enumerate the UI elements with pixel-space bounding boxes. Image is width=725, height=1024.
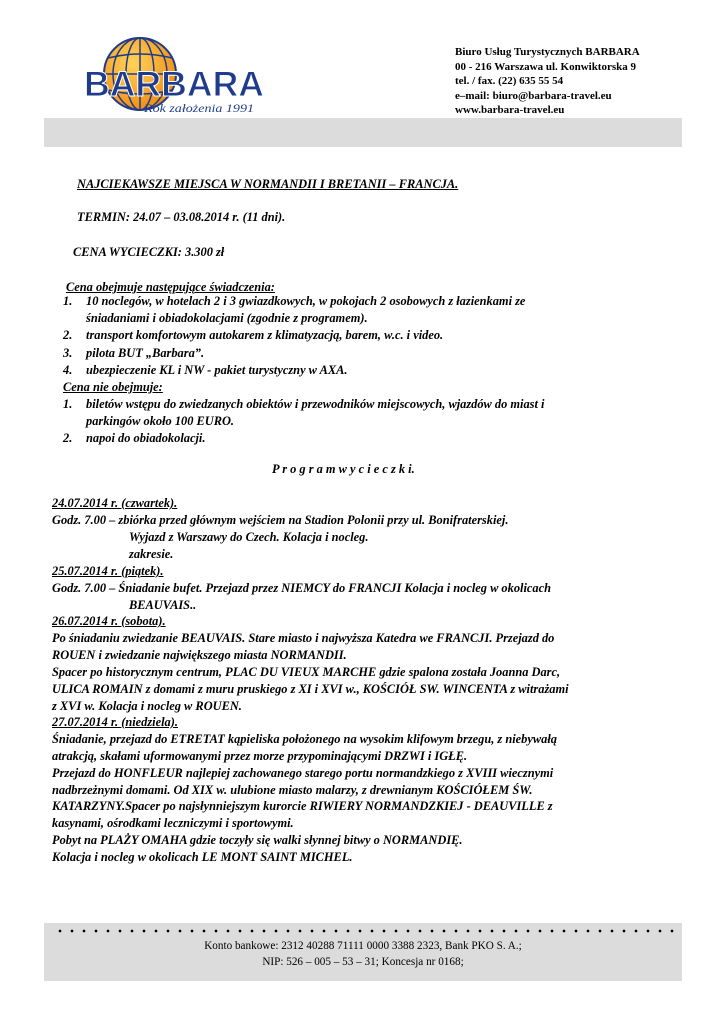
trip-price: CENA WYCIECZKI: 3.300 zł <box>73 245 225 259</box>
day-line: kasynami, ośrodkami leczniczymi i sportowymi. <box>52 816 294 830</box>
day-line: Pobyt na PLAŻY OMAHA gdzie toczyły się walki słynnej bitwy o NORMANDIĘ. <box>52 833 463 847</box>
day-line: nadbrzeżnymi domami. Od XIX w. ulubione miasto malarzy, z drewnianym KOŚCIÓŁEM ŚW. <box>52 783 533 797</box>
included-item-line: śniadaniami i obiadokolacjami (zgodnie z programem). <box>86 311 368 325</box>
company-address: 00 - 216 Warszawa ul. Konwiktorska 9 <box>455 60 637 73</box>
footer <box>44 923 682 981</box>
day-line: Po śniadaniu zwiedzanie BEAUVAIS. Stare miasto i najwyższa Katedra we FRANCJI. Przejazd do <box>52 631 555 645</box>
header-band <box>44 118 682 147</box>
day-line: KATARZYNY.Spacer po najsłynniejszym kurorcie RIWIERY NORMANDZKIEJ - DEAUVILLE z <box>52 799 553 813</box>
included-item-line: 10 noclegów, w hotelach 2 i 3 gwiazdkowych, w pokojach 2 osobowych z łazienkami ze <box>86 294 526 308</box>
included-num: 1. <box>63 294 73 308</box>
excluded-heading: Cena nie obejmuje: <box>63 380 163 394</box>
company-info <box>455 45 640 118</box>
day-date: 24.07.2014 r. (czwartek). <box>52 496 178 510</box>
company-name: Biuro Usług Turystycznych BARBARA <box>455 46 640 58</box>
day-line: Godz. 7.00 – zbiórka przed głównym wejściem na Stadion Polonii przy ul. Bonifraterskiej. <box>52 513 509 527</box>
included-num: 3. <box>63 346 73 360</box>
company-website: www.barbara-travel.eu <box>455 104 565 117</box>
day-line: Godz. 7.00 – Śniadanie bufet. Przejazd przez NIEMCY do FRANCJI Kolacja i nocleg w okolicach <box>52 581 551 595</box>
day-line: z XVI w. Kolacja i nocleg w ROUEN. <box>52 699 242 713</box>
day-date: 27.07.2014 r. (niedziela). <box>52 715 178 729</box>
day-line: ROUEN i zwiedzanie największego miasta NORMANDII. <box>52 648 347 662</box>
day-date: 25.07.2014 r. (piątek). <box>52 564 164 578</box>
excluded-item-line: biletów wstępu do zwiedzanych obiektów i przewodników miejscowych, wjazdów do miast i <box>86 397 545 411</box>
page-title: NAJCIEKAWSZE MIEJSCA W NORMANDII I BRETANII – FRANCJA. <box>77 177 459 191</box>
logo-tagline: Rok założenia 1991 <box>142 101 254 115</box>
company-email: e–mail: biuro@barbara-travel.eu <box>455 89 612 102</box>
tax-info: NIP: 526 – 005 – 53 – 31; Koncesja nr 0168; <box>262 956 464 968</box>
excluded-num: 2. <box>63 431 73 445</box>
day-line: BEAUVAIS.. <box>129 598 197 612</box>
day-line: Kolacja i nocleg w okolicach LE MONT SAINT MICHEL. <box>52 850 353 864</box>
included-num: 4. <box>63 363 73 377</box>
day-date: 26.07.2014 r. (sobota). <box>52 614 166 628</box>
day-line: Wyjazd z Warszawy do Czech. Kolacja i nocleg. <box>129 530 369 544</box>
bank-account: Konto bankowe: 2312 40288 71111 0000 3388 2323, Bank PKO S. A.; <box>204 940 522 952</box>
included-item-line: transport komfortowym autokarem z klimatyzacją, barem, w.c. i video. <box>86 328 444 342</box>
trip-dates: TERMIN: 24.07 – 03.08.2014 r. (11 dni). <box>77 210 286 224</box>
dotted-divider <box>54 929 674 933</box>
day-line: Przejazd do HONFLEUR najlepiej zachowanego starego portu normandzkiego z XVIII wiecznymi <box>52 766 554 780</box>
included-num: 2. <box>63 328 73 342</box>
day-line: Spacer po historycznym centrum, PLAC DU VIEUX MARCHE gdzie spalona została Joanna Darc, <box>52 665 561 679</box>
logo-wordmark: BARBARA <box>84 65 264 104</box>
day-line: ULICA ROMAIN z domami z muru pruskiego z XI i XVI w., KOŚCIÓŁ SW. WINCENTA z witrażami <box>52 682 569 696</box>
included-heading: Cena obejmuje następujące świadczenia: <box>66 280 275 294</box>
day-line: zakresie. <box>129 547 174 561</box>
excluded-item-line: napoi do obiadokolacji. <box>86 431 206 445</box>
excluded-item-line: parkingów około 100 EURO. <box>86 414 235 428</box>
company-phone: tel. / fax. (22) 635 55 54 <box>455 75 564 88</box>
included-item-line: pilota BUT „Barbara”. <box>86 346 205 360</box>
barbara-logo <box>82 36 268 120</box>
program-heading: P r o g r a m w y c i e c z k i. <box>272 462 415 476</box>
day-line: Śniadanie, przejazd do ETRETAT kąpieliska położonego na wysokim klifowym brzegu, z niebywałą <box>52 732 557 746</box>
excluded-num: 1. <box>63 397 73 411</box>
included-item-line: ubezpieczenie KL i NW - pakiet turystyczny w AXA. <box>86 363 348 377</box>
day-line: atrakcją, skałami uformowanymi przez morze przypominającymi DRZWI i IGŁĘ. <box>52 749 468 763</box>
